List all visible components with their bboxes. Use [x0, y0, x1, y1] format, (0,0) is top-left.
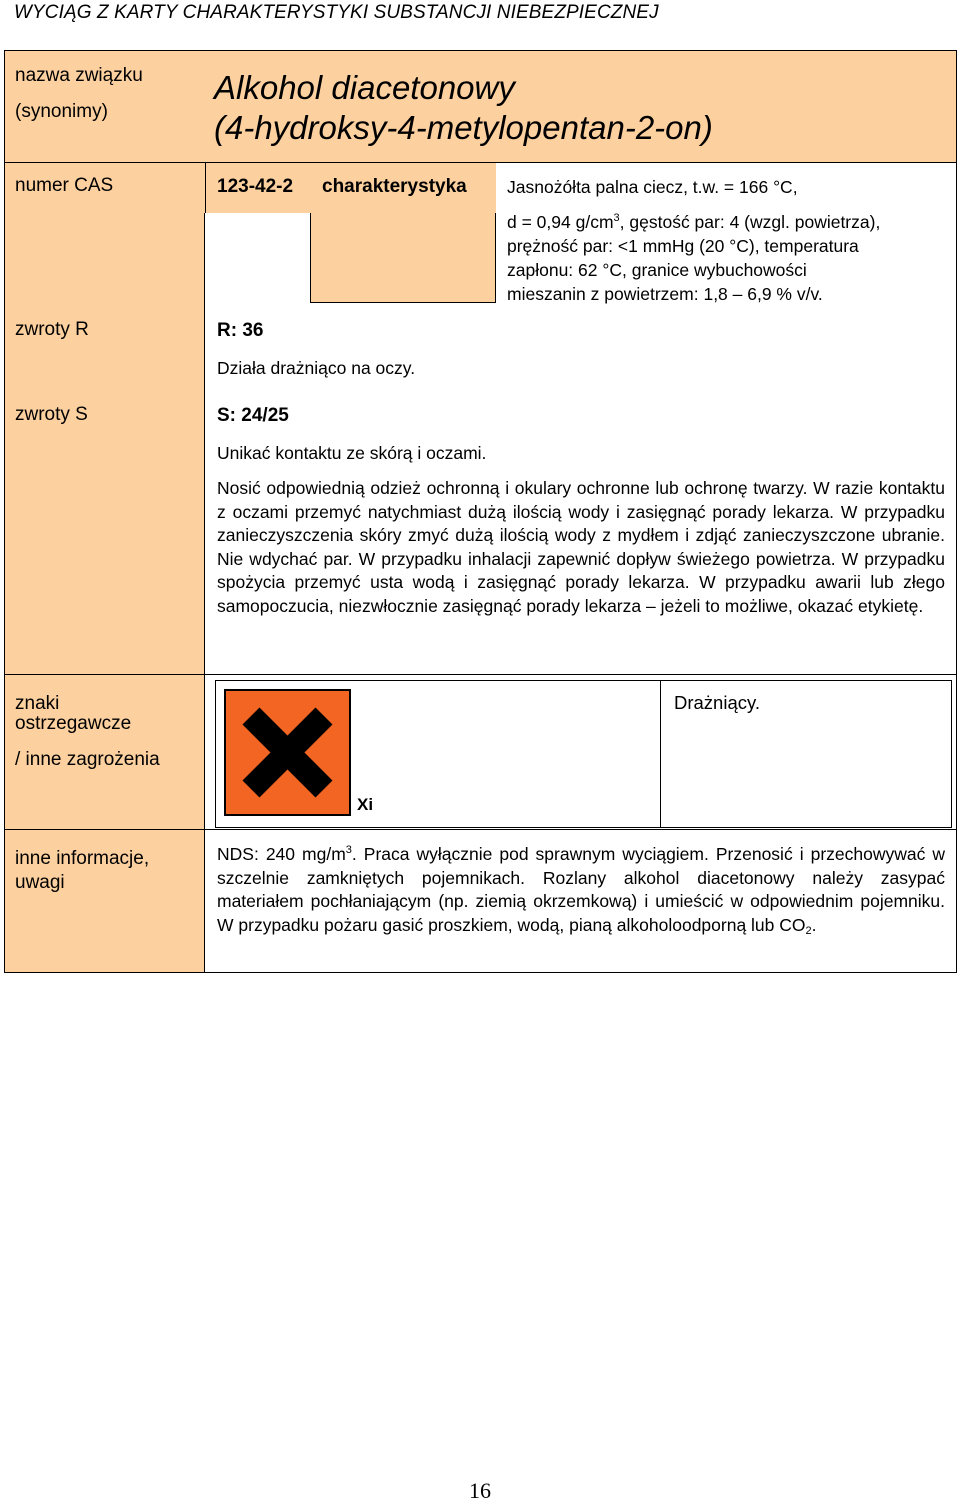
characteristics-label: charakterystyka: [322, 176, 467, 197]
characteristics-line-2: d = 0,94 $g/cm^3$, gęstość par: 4 (wzgl. powietrza),: [507, 212, 881, 232]
r-phrases-text: Działa drażniąco na oczy.: [217, 358, 416, 378]
hazard-label-3: / inne zagrożenia: [15, 749, 160, 770]
divider-hazard: [5, 674, 956, 675]
characteristics-line-1: Jasnożółta palna ciecz, t.w. = 166 °C,: [507, 177, 798, 197]
characteristics-line-3: prężność par: <1 mmHg (20 °C), temperatura: [507, 236, 859, 256]
s-phrases-text: Unikać kontaktu ze skórą i oczami.: [217, 443, 487, 463]
hazard-symbol-code: Xi: [357, 795, 374, 814]
cas-number: 123-42-2: [217, 176, 294, 197]
cas-label: numer CAS: [15, 175, 114, 196]
compound-name: Alkohol diacetonowy: [214, 69, 515, 106]
hazard-label-1: znaki: [15, 693, 60, 714]
s-phrases-label: zwroty S: [15, 404, 88, 425]
hazard-label-2: ostrzegawcze: [15, 713, 132, 734]
cas-divider: [205, 162, 206, 213]
r-phrases-code: R: 36: [217, 320, 264, 341]
additional-information: NDS: 240 $mg/m^3$. Praca wyłącznie pod sprawnym wyciągiem. Przenosić i przechowywać w szczelnie zamkniętych pojemnikach. Rozlany alkohol diacetonowy należy zasypać materiałem pochłaniającym (np. ziemią okrzemkową) i umieścić w odpowiednim pojemniku. W przypadku pożaru gasić proszkiem, wodą, pianą alkoholoodporną lub $CO_2$.: [217, 844, 946, 937]
hazard-description: Drażniący.: [674, 692, 761, 713]
divider-info: [5, 829, 956, 830]
s-phrases-code: S: 24/25: [217, 405, 289, 426]
info-label-2: uwagi: [15, 872, 65, 893]
r-phrases-label: zwroty R: [15, 319, 89, 340]
characteristics-line-5: mieszanin z powietrzem: 1,8 – 6,9 % v/v.: [507, 284, 823, 304]
saint-andrew-cross-icon: [224, 689, 351, 816]
char-label-extension: [310, 213, 496, 303]
document-header: WYCIĄG Z KARTY CHARAKTERYSTYKI SUBSTANCJI NIEBEZPIECZNEJ: [14, 2, 659, 23]
char-gap-bg: [205, 213, 311, 303]
name-label-2: (synonimy): [15, 101, 108, 122]
compound-synonym: (4-hydroksy-4-metylopentan-2-on): [214, 109, 713, 146]
divider-name: [5, 162, 956, 163]
name-label-1: nazwa związku: [15, 65, 143, 86]
info-label-1: inne informacje,: [15, 848, 150, 869]
characteristics-line-4: zapłonu: 62 °C, granice wybuchowości: [507, 260, 807, 280]
page-number: 16: [469, 1478, 491, 1503]
safety-instructions: Nosić odpowiednią odzież ochronną i okulary ochronne lub ochronę twarzy. W razie kontaktu z oczami przemyć natychmiast dużą ilością wody i zasięgnąć porady lekarza. W przypadku zanieczyszczenia skóry zmyć dużą ilością wody z mydłem i zdjąć zanieczyszczone ubranie. Nie wdychać par. W przypadku inhalacji zapewnić dopływ świeżego powietrza. W przypadku spożycia przemyć usta wodą i zasięgnąć porady lekarza. W przypadku awarii lub złego samopoczucia, niezwłocznie zasięgnąć porady lekarza – jeżeli to możliwe, okazać etykietę.: [217, 478, 945, 616]
